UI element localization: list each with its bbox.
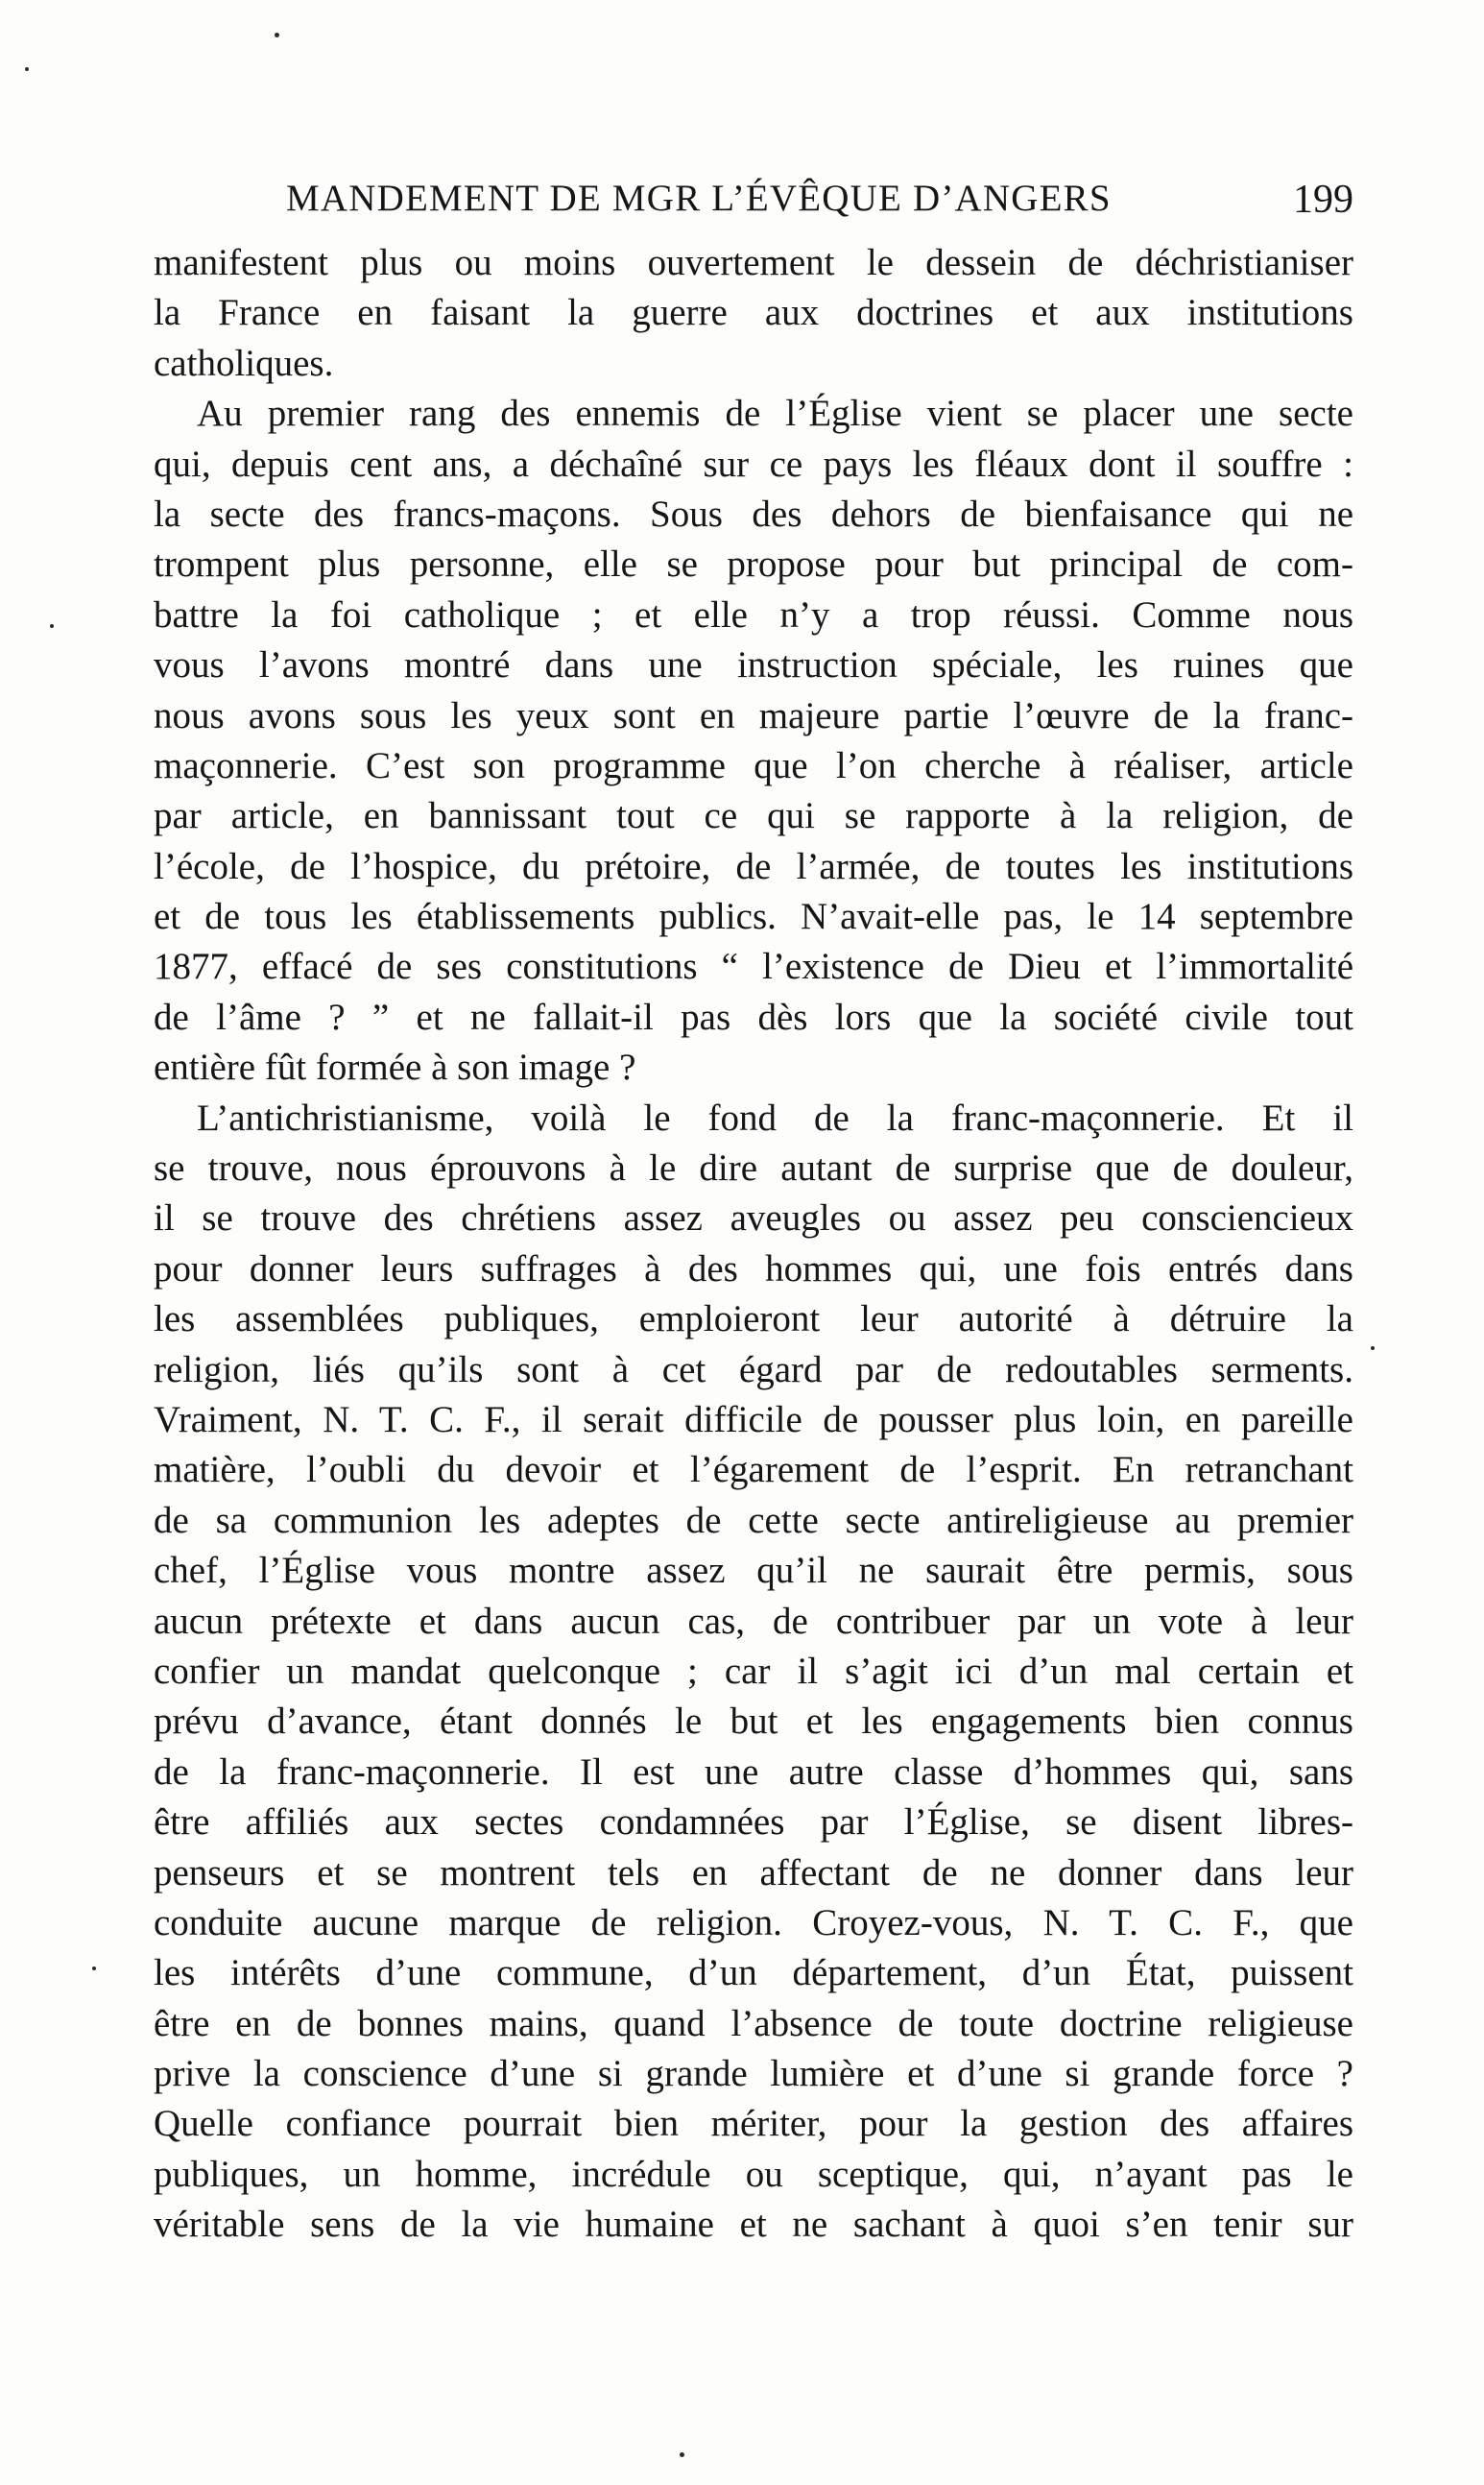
text-line: confier un mandat quelconque ; car il s’agit ici d’un mal certain et	[154, 1650, 1353, 1692]
text-line: Vraiment, N. T. C. F., il serait difficile de pousser plus loin, en pareille	[154, 1398, 1353, 1440]
text-line: manifestent plus ou moins ouvertement le dessein de déchristianiser	[154, 242, 1353, 283]
text-line: par article, en bannissant tout ce qui se rapporte à la religion, de	[154, 795, 1353, 837]
ink-speck	[680, 2452, 684, 2457]
text-line: l’école, de l’hospice, du prétoire, de l’armée, de toutes les institutions	[154, 845, 1353, 887]
ink-speck	[25, 67, 29, 71]
text-line: de l’âme ? ” et ne fallait-il pas dès lors que la société civile tout	[154, 996, 1353, 1038]
text-line: prive la conscience d’une si grande lumière et d’une si grande force ?	[154, 2053, 1353, 2095]
running-head: MANDEMENT DE MGR L’ÉVÊQUE D’ANGERS	[286, 178, 1112, 219]
text-line: trompent plus personne, elle se propose pour but principal de com-	[154, 543, 1353, 586]
text-line: se trouve, nous éprouvons à le dire autant de surprise que de douleur,	[154, 1147, 1353, 1190]
text-line: véritable sens de la vie humaine et ne sachant à quoi s’en tenir sur	[154, 2204, 1353, 2246]
text-line: conduite aucune marque de religion. Croyez-vous, N. T. C. F., que	[154, 1901, 1353, 1943]
text-line: battre la foi catholique ; et elle n’y a trop réussi. Comme nous	[154, 593, 1353, 636]
body-text	[154, 238, 1353, 2251]
text-line: vous l’avons montré dans une instruction spéciale, les ruines que	[154, 644, 1353, 687]
text-line: prévu d’avance, étant donnés le but et les engagements bien connus	[154, 1701, 1353, 1743]
text-line: 1877, effacé de ses constitutions “ l’existence de Dieu et l’immortalité	[154, 946, 1353, 988]
text-line: être affiliés aux sectes condamnées par l’Église, se disent libres-	[154, 1801, 1353, 1844]
ink-speck	[1371, 1346, 1375, 1350]
text-line: L’antichristianisme, voilà le fond de la franc-maçonnerie. Et il	[197, 1097, 1353, 1139]
ink-speck	[275, 33, 279, 37]
text-line: publiques, un homme, incrédule ou sceptique, qui, n’ayant pas le	[154, 2153, 1353, 2195]
text-line: aucun prétexte et dans aucun cas, de contribuer par un vote à leur	[154, 1600, 1353, 1642]
text-line: penseurs et se montrent tels en affectant de ne donner dans leur	[154, 1851, 1353, 1894]
text-line: la secte des francs-maçons. Sous des dehors de bienfaisance qui ne	[154, 493, 1353, 535]
text-line: matière, l’oubli du devoir et l’égarement de l’esprit. En retranchant	[154, 1449, 1353, 1491]
text-line: chef, l’Église vous montre assez qu’il ne saurait être permis, sous	[154, 1550, 1353, 1592]
text-line: et de tous les établissements publics. N’avait-elle pas, le 14 septembre	[154, 896, 1353, 938]
text-line: les assemblées publiques, emploieront leur autorité à détruire la	[154, 1298, 1353, 1340]
text-line: être en de bonnes mains, quand l’absence de toute doctrine religieuse	[154, 2002, 1353, 2044]
text-line: maçonnerie. C’est son programme que l’on cherche à réaliser, article	[154, 744, 1353, 786]
ink-speck	[50, 624, 54, 628]
text-line: pour donner leurs suffrages à des hommes qui, une fois entrés dans	[154, 1247, 1353, 1290]
text-line: il se trouve des chrétiens assez aveugles ou assez peu consciencieux	[154, 1197, 1353, 1240]
text-line: religion, liés qu’ils sont à cet égard par de redoutables serments.	[154, 1348, 1353, 1390]
text-line: entière fût formée à son image ?	[154, 1047, 636, 1089]
text-line: de sa communion les adeptes de cette secte antireligieuse au premier	[154, 1499, 1353, 1541]
page-header	[154, 163, 1353, 230]
text-line: de la franc-maçonnerie. Il est une autre classe d’hommes qui, sans	[154, 1750, 1353, 1793]
text-line: Au premier rang des ennemis de l’Église vient se placer une secte	[197, 393, 1353, 435]
text-line: catholiques.	[154, 342, 334, 384]
text-line: qui, depuis cent ans, a déchaîné sur ce pays les fléaux dont il souffre :	[154, 443, 1353, 485]
ink-speck	[92, 1966, 96, 1970]
page-number: 199	[1293, 178, 1353, 222]
text-line: nous avons sous les yeux sont en majeure partie l’œuvre de la franc-	[154, 694, 1353, 736]
text-line: les intérêts d’une commune, d’un département, d’un État, puissent	[154, 1952, 1353, 1994]
text-line: la France en faisant la guerre aux doctrines et aux institutions	[154, 292, 1353, 334]
text-line: Quelle confiance pourrait bien mériter, pour la gestion des affaires	[154, 2103, 1353, 2145]
